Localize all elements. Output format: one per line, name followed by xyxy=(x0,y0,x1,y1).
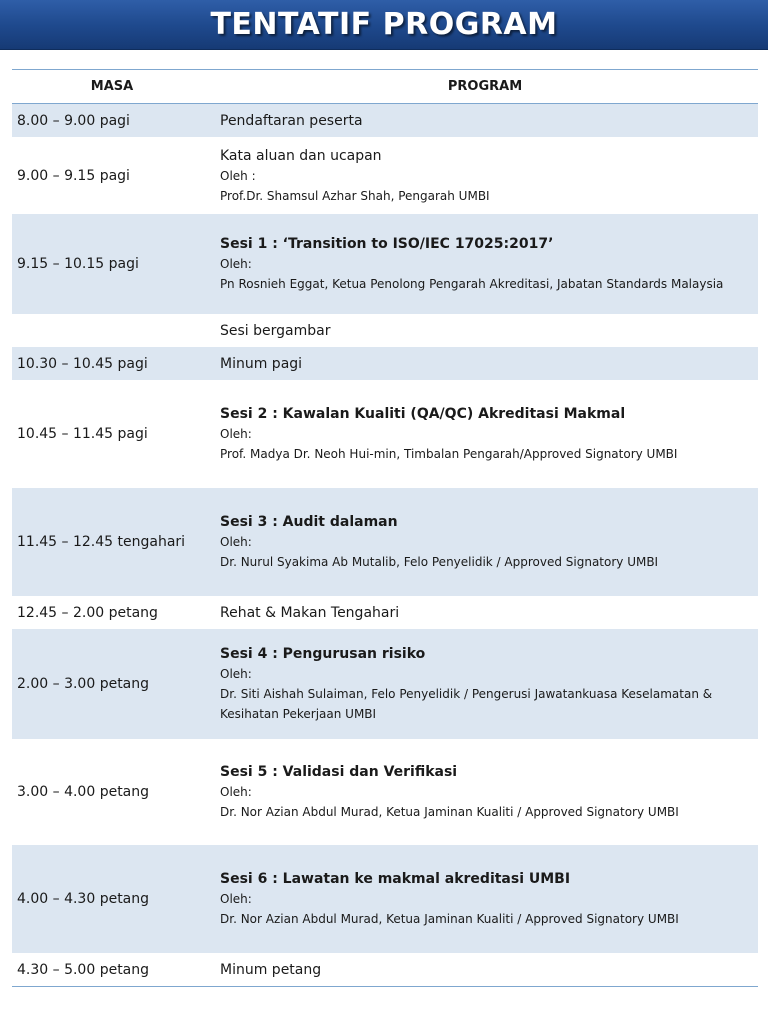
program-by-label: Oleh: xyxy=(220,785,252,799)
table-row xyxy=(12,845,758,953)
row-time: 9.15 – 10.15 pagi xyxy=(17,256,139,272)
program-speaker: Prof. Madya Dr. Neoh Hui-min, Timbalan Pengarah/Approved Signatory UMBI xyxy=(220,447,678,461)
row-program xyxy=(220,960,758,980)
program-speaker: Prof.Dr. Shamsul Azhar Shah, Pengarah UMBI xyxy=(220,188,490,203)
program-by-label: Oleh : xyxy=(220,168,256,183)
title-banner xyxy=(0,0,768,50)
program-title: Minum petang xyxy=(220,961,322,978)
row-program xyxy=(220,354,758,374)
row-program xyxy=(220,644,758,724)
program-title: Rehat & Makan Tengahari xyxy=(220,604,400,621)
row-time: 3.00 – 4.00 petang xyxy=(17,784,150,800)
header-program: PROGRAM xyxy=(447,79,523,94)
row-program xyxy=(220,146,758,206)
table-row xyxy=(12,104,758,137)
program-by-label: Oleh: xyxy=(220,667,252,681)
program-speaker: Dr. Siti Aishah Sulaiman, Felo Penyelidik / Pengerusi Jawatankuasa Keselamatan & Kesihatan Pekerjaan UMBI xyxy=(220,687,713,721)
row-program xyxy=(220,404,758,464)
header-masa: MASA xyxy=(90,79,134,94)
program-speaker: Dr. Nor Azian Abdul Murad, Ketua Jaminan Kualiti / Approved Signatory UMBI xyxy=(220,912,679,926)
row-program xyxy=(220,111,758,131)
table-body xyxy=(12,104,758,986)
row-time: 2.00 – 3.00 petang xyxy=(17,676,150,692)
row-time: 10.45 – 11.45 pagi xyxy=(17,426,148,442)
row-program xyxy=(220,603,758,623)
program-table xyxy=(12,69,758,987)
table-row xyxy=(12,347,758,380)
table-row xyxy=(12,380,758,488)
program-title: Minum pagi xyxy=(220,355,303,372)
row-time: 11.45 – 12.45 tengahari xyxy=(17,534,186,550)
row-time: 10.30 – 10.45 pagi xyxy=(17,355,148,372)
program-by-label: Oleh: xyxy=(220,892,252,906)
program-title: Sesi 2 : Kawalan Kualiti (QA/QC) Akreditasi Makmal xyxy=(220,406,626,422)
program-title: Kata aluan dan ucapan xyxy=(220,147,382,164)
row-program xyxy=(220,762,758,822)
row-program xyxy=(220,869,758,929)
table-row xyxy=(12,137,758,214)
row-time: 4.30 – 5.00 petang xyxy=(17,961,150,978)
table-row xyxy=(12,629,758,739)
row-time: 4.00 – 4.30 petang xyxy=(17,891,150,907)
program-speaker: Pn Rosnieh Eggat, Ketua Penolong Pengarah Akreditasi, Jabatan Standards Malaysia xyxy=(220,277,724,291)
table-row xyxy=(12,953,758,986)
table-row xyxy=(12,739,758,845)
table-row xyxy=(12,214,758,314)
program-title: Sesi 6 : Lawatan ke makmal akreditasi UMBI xyxy=(220,871,571,887)
row-time: 9.00 – 9.15 pagi xyxy=(17,167,130,184)
program-speaker: Dr. Nurul Syakima Ab Mutalib, Felo Penyelidik / Approved Signatory UMBI xyxy=(220,555,659,569)
program-by-label: Oleh: xyxy=(220,427,252,441)
row-time: 12.45 – 2.00 petang xyxy=(17,604,158,621)
program-title: Sesi 5 : Validasi dan Verifikasi xyxy=(220,764,458,780)
program-speaker: Dr. Nor Azian Abdul Murad, Ketua Jaminan Kualiti / Approved Signatory UMBI xyxy=(220,805,679,819)
table-row xyxy=(12,488,758,596)
program-title: Sesi 1 : ‘Transition to ISO/IEC 17025:2017’ xyxy=(220,236,554,252)
program-title: Sesi 3 : Audit dalaman xyxy=(220,514,398,530)
table-header xyxy=(12,70,758,104)
program-title: Pendaftaran peserta xyxy=(220,112,363,129)
table-row xyxy=(12,596,758,629)
row-time: 8.00 – 9.00 pagi xyxy=(17,112,130,129)
row-program xyxy=(220,321,758,341)
program-by-label: Oleh: xyxy=(220,257,252,271)
row-program xyxy=(220,512,758,572)
row-program xyxy=(220,234,758,294)
program-title: Sesi 4 : Pengurusan risiko xyxy=(220,646,426,662)
table-row xyxy=(12,314,758,347)
page-title: TENTATIF PROGRAM xyxy=(210,7,558,42)
program-title: Sesi bergambar xyxy=(220,322,331,339)
program-by-label: Oleh: xyxy=(220,535,252,549)
